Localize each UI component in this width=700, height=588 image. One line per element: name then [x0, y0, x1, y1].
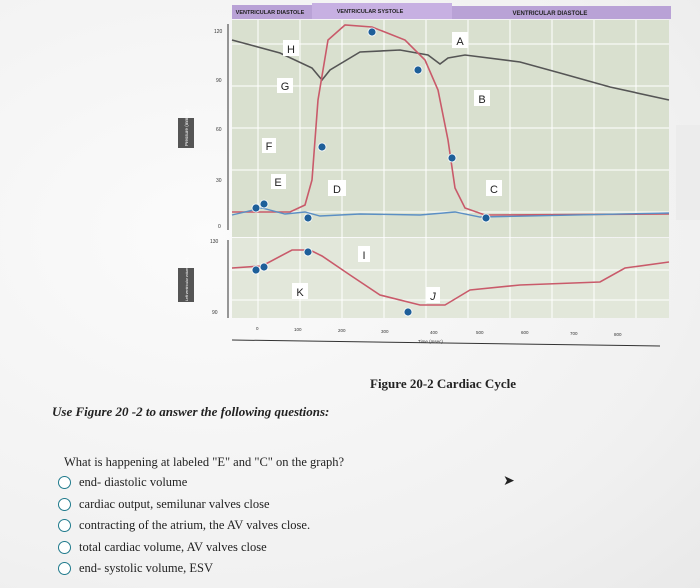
label-B: B [478, 94, 486, 106]
answer-option-label: end- systolic volume, ESV [79, 561, 214, 576]
label-D: D [333, 184, 341, 196]
answer-option-label: cardiac output, semilunar valves close [79, 496, 270, 511]
volume-axis-label: Left ventricular volume (mL) [185, 257, 189, 301]
volume-tick-130: 130 [210, 239, 219, 245]
instruction-text: Use Figure 20 -2 to answer the following questions: [52, 404, 330, 419]
answer-option-label: total cardiac volume, AV valves close [79, 539, 267, 554]
phase-label-diastole-right: VENTRICULAR DIASTOLE [512, 11, 588, 17]
label-G: G [280, 81, 290, 93]
pressure-tick-0: 0 [218, 224, 221, 230]
radio-button[interactable] [58, 519, 71, 532]
time-tick-400: 400 [430, 330, 438, 335]
answer-option-label: contracting of the atrium, the AV valves close. [79, 518, 311, 533]
time-tick-800: 800 [614, 332, 622, 337]
answer-option-2[interactable] [58, 494, 310, 516]
mouse-cursor-icon: ➤ [503, 473, 515, 489]
answer-option-1[interactable] [58, 472, 310, 494]
label-J: J [430, 291, 436, 303]
pressure-tick-120: 120 [214, 29, 223, 35]
phase-label-diastole-left: VENTRICULAR DIASTOLE [235, 10, 305, 16]
label-A: A [456, 36, 464, 48]
time-tick-0: 0 [256, 326, 259, 331]
answer-option-5[interactable] [58, 558, 310, 580]
time-tick-300: 300 [381, 329, 389, 334]
question-text: What is happening at labeled "E" and "C" on the graph? [64, 455, 345, 469]
volume-tick-90: 90 [212, 310, 218, 316]
label-F: F [265, 141, 273, 153]
radio-button[interactable] [58, 498, 71, 511]
answer-option-4[interactable] [58, 537, 310, 559]
answer-options [58, 472, 310, 580]
label-C: C [490, 184, 498, 196]
time-tick-100: 100 [294, 327, 302, 332]
time-axis-label: Time (msec) [418, 339, 443, 344]
time-tick-200: 200 [338, 328, 346, 333]
time-tick-700: 700 [570, 331, 578, 336]
figure-caption: Figure 20-2 Cardiac Cycle [370, 376, 516, 391]
pressure-tick-60: 60 [216, 127, 222, 133]
time-tick-500: 500 [476, 330, 484, 335]
label-K: K [296, 287, 304, 299]
answer-option-3[interactable] [58, 515, 310, 537]
radio-button[interactable] [58, 476, 71, 489]
time-axis-line [232, 340, 660, 346]
phase-label-systole: VENTRICULAR SYSTOLE [336, 9, 404, 15]
pressure-tick-90: 90 [216, 78, 222, 84]
radio-button[interactable] [58, 541, 71, 554]
pressure-tick-30: 30 [216, 178, 222, 184]
label-H: H [287, 44, 295, 56]
answer-option-label: end- diastolic volume [79, 475, 188, 490]
label-E: E [274, 177, 282, 189]
adjacent-page-edge [676, 125, 700, 220]
pressure-axis-label: Pressure (mm Hg) [184, 109, 189, 146]
time-tick-600: 600 [521, 330, 529, 335]
radio-button[interactable] [58, 562, 71, 575]
label-I: I [362, 250, 366, 262]
